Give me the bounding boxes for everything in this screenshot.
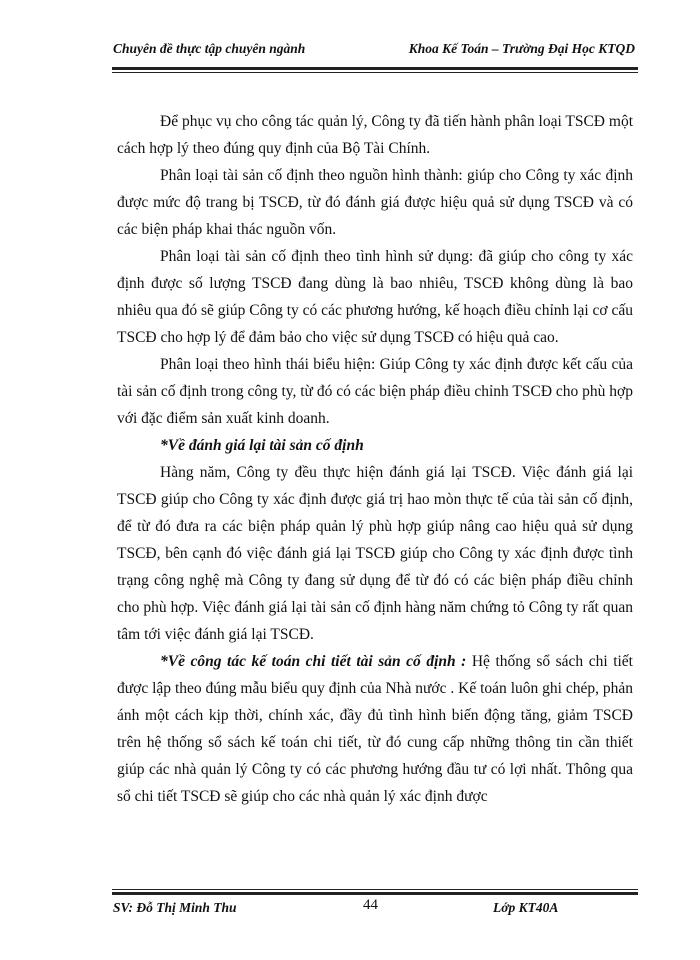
paragraph: Phân loại tài sản cố định theo tình hình sử dụng: đã giúp cho công ty xác định được số lượng TSCĐ đang dùng là bao nhiêu, TSCĐ không dùng là bao nhiêu qua đó sẽ giúp Công ty có các phương hướng, kế hoạch điều chỉnh lại cơ cấu TSCĐ cho hợp lý để đảm bảo cho việc sử dụng TSCĐ có hiệu quả cao.: [117, 248, 633, 346]
body-text: [117, 108, 633, 810]
paragraph: Để phục vụ cho công tác quản lý, Công ty đã tiến hành phân loại TSCĐ một cách hợp lý theo đúng quy định của Bộ Tài Chính.: [117, 113, 633, 157]
header-rule-thin: [112, 72, 638, 73]
header-right: Khoa Kế Toán – Trường Đại Học KTQD: [408, 41, 635, 56]
paragraph-body: Hệ thống sổ sách chi tiết được lập theo đúng mẫu biểu quy định của Nhà nước . Kế toán luôn ghi chép, phản ánh một cách kịp thời, chính xác, đầy đủ tình hình biến động tăng, giảm TSCĐ trên hệ thống sổ sách kế toán chi tiết, từ đó cung cấp những thông tin cần thiết giúp các nhà quản lý Công ty có các phương hướng đầu tư có lợi nhất. Thông qua sổ chi tiết TSCĐ sẽ giúp cho các nhà quản lý xác định được: [117, 653, 633, 805]
paragraph: Phân loại tài sản cố định theo nguồn hình thành: giúp cho Công ty xác định được mức độ trang bị TSCĐ, từ đó đánh giá được hiệu quả sử dụng TSCĐ và có các biện pháp khai thác nguồn vốn.: [117, 167, 633, 238]
paragraph: Phân loại theo hình thái biểu hiện: Giúp Công ty xác định được kết cấu của tài sản cố định trong công ty, từ đó có các biện pháp điều chỉnh TSCĐ cho phù hợp với đặc điểm sản xuất kinh doanh.: [117, 356, 633, 427]
section-heading: *Về đánh giá lại tài sản cố định: [160, 437, 364, 454]
page-number: 44: [363, 897, 378, 913]
footer-rule-thin: [112, 889, 638, 890]
paragraph-lead: *Về công tác kế toán chi tiết tài sản cố định :: [160, 653, 467, 670]
paragraph: [117, 648, 633, 810]
footer-rule-thick: [112, 892, 638, 895]
header-left: Chuyên đề thực tập chuyên ngành: [113, 41, 306, 56]
footer-student: SV: Đỗ Thị Minh Thu: [113, 900, 237, 915]
page-header: [113, 40, 635, 58]
footer-class: Lớp KT40A: [493, 900, 559, 915]
paragraph: Hàng năm, Công ty đều thực hiện đánh giá lại TSCĐ. Việc đánh giá lại TSCĐ giúp cho Công ty xác định được giá trị hao mòn thực tế của tài sản cố định, để từ đó đưa ra các biện pháp quản lý phù hợp giúp nâng cao hiệu quả sử dụng TSCĐ, bên cạnh đó việc đánh giá lại TSCĐ giúp cho Công ty xác định được tình trạng công nghệ mà Công ty đang sử dụng để từ đó có các biện pháp điều chỉnh cho phù hợp. Việc đánh giá lại tài sản cố định hàng năm chứng tỏ Công ty rất quan tâm tới việc đánh giá lại TSCĐ.: [117, 464, 633, 643]
header-rule-thick: [112, 67, 638, 70]
